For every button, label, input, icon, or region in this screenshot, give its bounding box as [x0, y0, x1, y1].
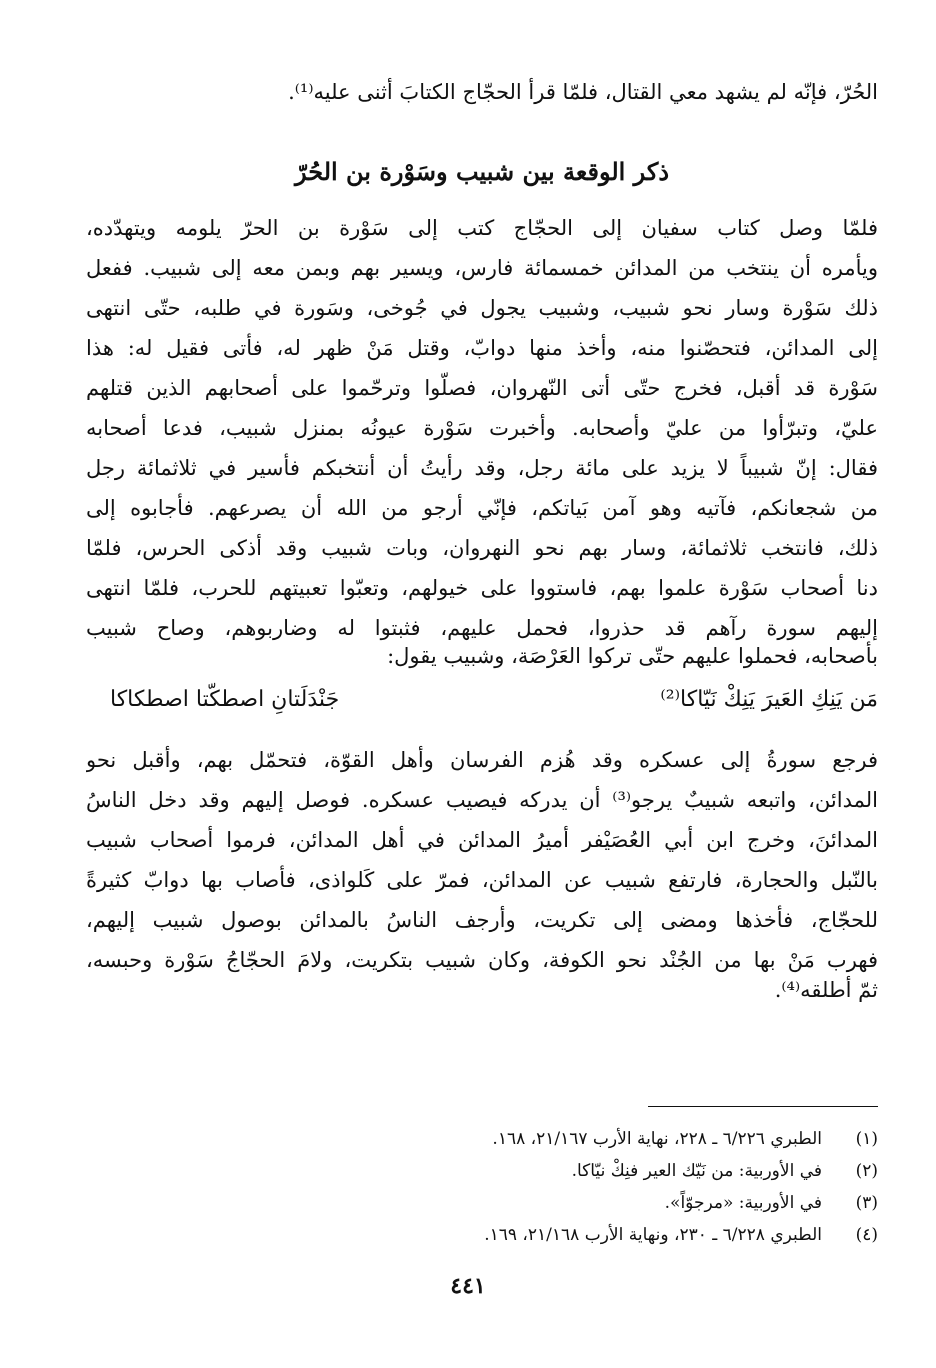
paragraph-2-line: المدائنَ، وخرج ابن أبي العُصَيْفر أميرُ المدائن في أهل المدائن، فرموا أصحاب شبيب: [86, 828, 878, 852]
footnote: [58, 1220, 878, 1250]
footnote-text: في الأوربية: من نَيّك العير فنِكْ نيّاكا.: [571, 1161, 822, 1181]
paragraph-1-line: دنا أصحاب سَوْرة علموا بهم، فاستووا على خيولهم، وتعبّوا تعبيتهم للحرب، فلمّا انتهى: [86, 576, 878, 600]
paragraph-2-line: بالنّبل والحجارة، فارتفع شبيب عن المدائن، فمرّ على كَلواذى، فأصاب بها دوابّ كثيرةً: [86, 868, 878, 892]
footnote-number: (٣): [855, 1193, 878, 1213]
paragraph-2-line: المدائن، واتبعه شبيبٌ يرجو⁽³⁾ أن يدركه فيصيب عسكره. فوصل إليهم وقد دخل الناسُ: [86, 788, 878, 812]
paragraph-2-line: فهرب مَنْ بها من الجُنْد نحو الكوفة، وكان شبيب بتكريت، ولامَ الحجّاجُ سَوْرة وحبسه،: [86, 948, 878, 972]
footnote: [58, 1156, 878, 1186]
paragraph-2-line: فرجع سورةُ إلى عسكره وقد هُزم الفرسان وأهل القوّة، فتحمّل بهم، وأقبل نحو: [86, 748, 878, 772]
paragraph-2-line: ثمّ أطلقه⁽⁴⁾.: [774, 978, 878, 1002]
paragraph-1-line: فقال: إنّ شبيباً لا يزيد على مائة رجل، وقد رأيتُ أن أنتخبكم فأسير في ثلاثمائة رجل: [86, 456, 878, 480]
paragraph-1-line: بأصحابه، فحملوا عليهم حتّى تركوا العَرْصَة، وشبيب يقول:: [387, 644, 878, 668]
paragraph-1-line: سَوْرة قد أقبل، فخرج حتّى أتى النّهروان، فصلّوا وترحّموا على أصحابهم الذين قتلهم: [86, 376, 878, 400]
paragraph-1-line: فلمّا وصل كتاب سفيان إلى الحجّاج كتب إلى سَوْرة بن الحرّ يلومه ويتهدّده،: [86, 216, 878, 240]
verse-second-hemistich: جَنْدَلَتانِ اصطكّتا اصطكاكا: [110, 687, 340, 712]
paragraph-2-line: للحجّاج، فأخذها ومضى إلى تكريت، وأرجف الناسُ بالمدائن بوصول شبيب إليهم،: [86, 908, 878, 932]
verse-first-hemistich: مَن يَنِكِ العَيرَ يَنِكْ نَيّاكا⁽²⁾: [660, 687, 878, 712]
paragraph-1-line: ذلك، فانتخب ثلاثمائة، وسار بهم نحو النهروان، وبات شبيب وقد أذكى الحرس، فلمّا: [86, 536, 878, 560]
page-number: ٤٤١: [450, 1273, 486, 1299]
paragraph-1-line: إليهم سورة رآهم قد حذروا، فحمل عليهم، فثبتوا له وضاربوهم، وصاح شبيب: [86, 616, 878, 640]
footnote-number: (١): [855, 1129, 878, 1149]
footnote-text: الطبري ٦/٢٢٦ ـ ٢٢٨، نهاية الأرب ٢١/١٦٧، ١٦٨.: [492, 1129, 822, 1149]
footnote-text: في الأوربية: «مرجوّاً».: [664, 1193, 822, 1213]
paragraph-1-line: ذلك سَوْرة وسار نحو شبيب، وشبيب يجول في جُوخى، وسَورة في طلبه، حتّى انتهى: [86, 296, 878, 320]
paragraph-1-line: من شجعانكم، فآتيه وهو آمن بَياتكم، فإنّي أرجو من الله أن يصرعهم. فأجابوه إلى: [86, 496, 878, 520]
footnote-number: (٢): [855, 1161, 878, 1181]
footnote: [58, 1188, 878, 1218]
paragraph-1-line: ويأمره أن ينتخب من المدائن خمسمائة فارس، ويسير بهم وبمن معه إلى شبيب. ففعل: [86, 256, 878, 280]
section-title: ذكر الوقعة بين شبيب وسَوْرة بن الحُرّ: [294, 157, 670, 186]
footnote: [58, 1124, 878, 1154]
paragraph-1-line: عليّ، وتبرّأوا من عليّ وأصحابه. وأخبرت سَوْرة عيونُه بمنزل شبيب، فدعا أصحابه: [86, 416, 878, 440]
footnote-divider: [648, 1106, 878, 1107]
paragraph-1-line: إلى المدائن، فتحصّنوا منه، وأخذ منها دوابّ، وقتل مَنْ ظهر له، فأتى فقيل له: هذا: [86, 336, 878, 360]
poem-verse: [86, 678, 878, 722]
footnote-number: (٤): [855, 1225, 878, 1245]
opening-line: الحُرّ، فإنّه لم يشهد معي القتال، فلمّا قرأ الحجّاج الكتابَ أثنى عليه⁽¹⁾.: [288, 80, 878, 104]
footnote-text: الطبري ٦/٢٢٨ ـ ٢٣٠، ونهاية الأرب ٢١/١٦٨، ١٦٩.: [484, 1225, 822, 1245]
